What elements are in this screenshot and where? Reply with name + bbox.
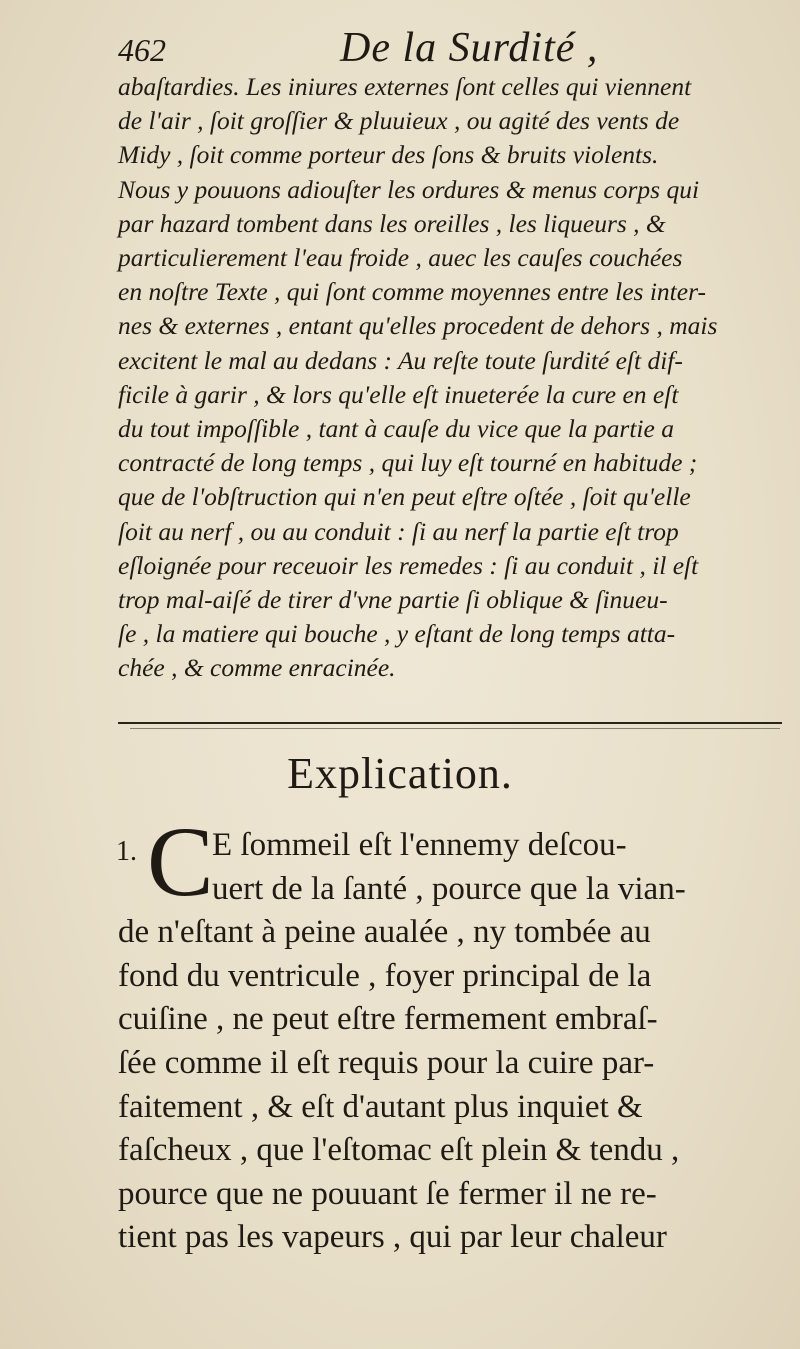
italic-paragraph xyxy=(118,70,790,686)
text-line: de l'air , ſoit groſſier & pluuieux , ou agité des vents de xyxy=(118,106,680,136)
text-line: pource que ne pouuant ſe fermer il ne re- xyxy=(118,1175,657,1212)
text-line: Nous y pouuons adiouſter les ordures & menus corps qui xyxy=(118,174,700,204)
text-line: faſcheux , que l'eſtomac eſt plein & tendu , xyxy=(118,1132,680,1169)
section-divider-thin xyxy=(130,728,780,729)
text-line: chée , & comme enracinée. xyxy=(118,653,396,683)
text-line: ſe , la matiere qui bouche , y eſtant de long temps atta- xyxy=(118,619,676,649)
drop-cap: C xyxy=(147,806,214,917)
roman-paragraph xyxy=(118,824,790,1260)
text-line: Midy , ſoit comme porteur des ſons & bruits violents. xyxy=(118,140,659,170)
text-line: que de l'obſtruction qui n'en peut eſtre oſtée , ſoit qu'elle xyxy=(118,482,691,512)
text-line: eſloignée pour receuoir les remedes : ſi au conduit , il eſt xyxy=(118,550,699,580)
page-number: 462 xyxy=(118,32,166,68)
text-line: contracté de long temps , qui luy eſt tourné en habitude ; xyxy=(118,448,698,478)
text-line: ficile à garir , & lors qu'elle eſt inueterée la cure en eſt xyxy=(118,379,679,409)
text-line xyxy=(118,868,790,912)
text-line: particulierement l'eau froide , auec les cauſes couchées xyxy=(118,243,683,273)
running-title: De la Surdité , xyxy=(340,25,599,71)
text-line: cuiſine , ne peut eſtre fermement embraſ- xyxy=(118,1001,658,1038)
page-header xyxy=(118,18,740,74)
text-line: en noſtre Texte , qui ſont comme moyennes entre les inter- xyxy=(118,277,706,307)
text-line: trop mal-aiſé de tirer d'vne partie ſi oblique & ſinueu- xyxy=(118,585,668,615)
section-divider xyxy=(118,722,782,724)
text-line: tient pas les vapeurs , qui par leur chaleur xyxy=(118,1219,667,1256)
text-line: abaſtardies. Les iniures externes ſont celles qui viennent xyxy=(118,72,692,101)
text-line-content: uert de la ſanté , pource que la vian- xyxy=(212,870,686,907)
section-title: Explication. xyxy=(287,749,513,798)
item-number: 1. xyxy=(116,836,137,867)
text-line-content: E ſommeil eſt l'ennemy deſcou- xyxy=(212,827,627,863)
text-line: du tout impoſſible , tant à cauſe du vice que la partie a xyxy=(118,414,674,444)
text-line: de n'eſtant à peine aualée , ny tombée au xyxy=(118,914,651,951)
text-line: ſoit au nerf , ou au conduit : ſi au nerf la partie eſt trop xyxy=(118,516,679,546)
text-line: faitement , & eſt d'autant plus inquiet & xyxy=(118,1088,643,1125)
text-line: ſée comme il eſt requis pour la cuire par- xyxy=(118,1044,655,1081)
text-line: par hazard tombent dans les oreilles , les liqueurs , & xyxy=(118,208,666,238)
text-line: excitent le mal au dedans : Au reſte toute ſurdité eſt dif- xyxy=(118,345,683,375)
text-line: fond du ventricule , foyer principal de la xyxy=(118,957,652,994)
text-line xyxy=(118,824,790,868)
text-line: nes & externes , entant qu'elles procedent de dehors , mais xyxy=(118,311,718,341)
